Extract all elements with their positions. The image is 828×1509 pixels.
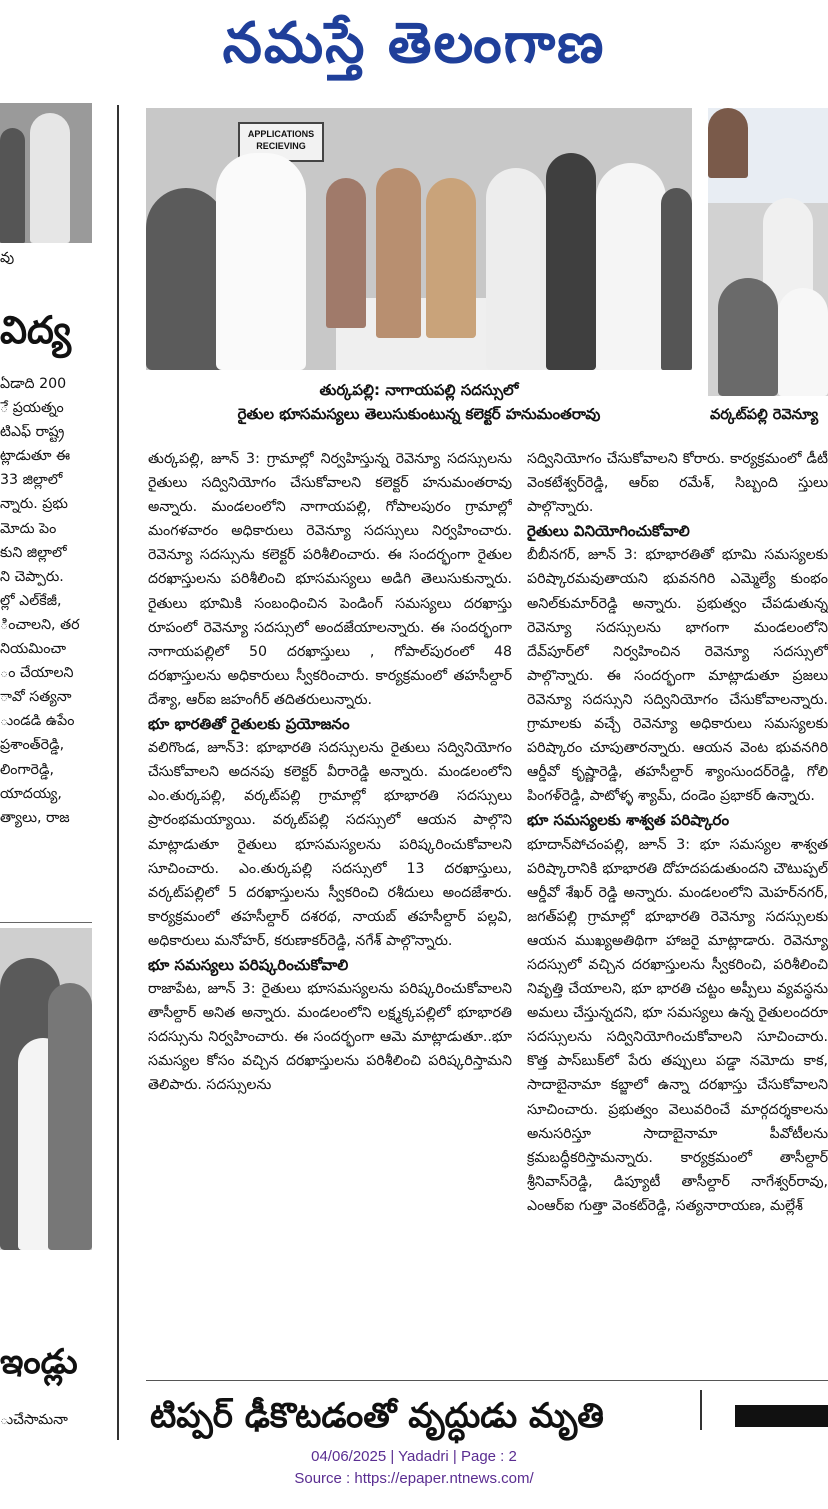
- article-bibinagar-headline: రైతులు వినియోగించుకోవాలి: [527, 522, 690, 541]
- footer-date-page: 04/06/2025 | Yadadri | Page : 2: [311, 1448, 517, 1465]
- article-pochampally-headline: భూ సమస్యలకు శాశ్వత పరిష్కారం: [527, 811, 730, 830]
- main-photo: [146, 108, 692, 370]
- left-line: ఏడాది 200: [0, 376, 67, 392]
- left-line: ే ప్రయత్నం: [0, 400, 64, 417]
- left-photo-top: [0, 103, 92, 243]
- left-line: ించాలని, తర: [0, 616, 80, 633]
- caption-line-2: రైతుల భూసమస్యలు తెలుసుకుంటున్న కలెక్టర్ హనుమంతరావు: [237, 405, 601, 423]
- photo-banner: APPLICATIONS RECIEVING: [238, 122, 324, 162]
- article-rajapet-headline: భూ సమస్యలు పరిష్కరించుకోవాలి: [148, 955, 349, 974]
- caption-line-1: తుర్కపల్లి: నాగాయపల్లి సదస్సులో: [319, 381, 519, 399]
- bottom-headline: టిప్పర్ ఢీకొటడంతో వృద్ధుడు మృతి: [150, 1396, 604, 1436]
- left-line: న్నారు. ప్రభు: [0, 496, 68, 513]
- main-photo-caption: [146, 378, 692, 426]
- left-line: కుని జిల్లాలో: [0, 544, 67, 561]
- article-column-1: [148, 447, 512, 1373]
- left-line: ని చెప్పారు.: [0, 568, 64, 585]
- article-rajapet-body: రాజాపేట, జూన్ 3: రైతులు భూసమస్యలను పరిష్కరించుకోవాలని తాసీల్దార్ అనిత అన్నారు. మండలంలోని లక్ష్మక్కపల్లిలో భూభారతి సదస్సును నిర్వహించారు. ఈ సందర్భంగా ఆమె మాట్లాడుతూ..భూ సమస్యల కోసం వచ్చిన దరఖాస్తులను పరిశీలించి పరిష్కరిస్తామని తెలిపారు. సదస్సులను: [148, 981, 512, 1094]
- article-continued-body: సద్వినియోగం చేసుకోవాలని కోరారు. కార్యక్రమంలో డీటీ వెంకటేశ్వర్‌రెడ్డి, ఆర్ఐ రమేశ్, సిబ్బంది స్తులు పాల్గొన్నారు.: [527, 451, 828, 516]
- left-line: ం చేయాలని: [0, 665, 74, 682]
- right-photo: [708, 108, 828, 396]
- left-line: యాదయ్య,: [0, 785, 62, 802]
- article-bibinagar-body: బీబీనగర్, జూన్ 3: భూభారతితో భూమి సమస్యలకు పరిష్కారమవుతాయని భువనగిరి ఎమ్మెల్యే కుంభం అనిల్‌కుమార్‌రెడ్డి అన్నారు. ప్రభుత్వం చేపడుతున్న రెవెన్యూ సదస్సులను భాగంగా మండలంలోని దేవ్‌పూర్‌లో నిర్వహించిన రెవెన్యూ సదస్సులో పాల్గొన్నారు. ఈ సందర్భంగా మాట్లాడుతూ ప్రజలు రెవెన్యూ సదస్సుని సద్వినియోగం చేసుకోవాలన్నారు. గ్రామాలకు వచ్చే రెవెన్యూ అధికారులు సమస్యలకు పరిష్కారం చూపుతారన్నారు. ఆయన వెంట భువనగిరి ఆర్డీవో కృష్ణారెడ్డి, తహసీల్దార్ శ్యాంసుందర్‌రెడ్డి, గోలి పింగళ్‌రెడ్డి, పాటోళ్ళ శ్యామ్, దండెం ప్రభాకర్ ఉన్నారు.: [527, 547, 828, 805]
- left-line: లింగారెడ్డి,: [0, 761, 54, 778]
- left-line: త్యాలు, రాజ: [0, 809, 70, 826]
- column-divider-left: [117, 105, 119, 1440]
- left-line: ావో సత్యనా: [0, 689, 72, 706]
- left-photo-bottom: [0, 928, 92, 1250]
- footer-source: Source : https://epaper.ntnews.com/: [294, 1470, 534, 1487]
- left-line: మోదు పెం: [0, 520, 57, 537]
- left-line: 33 జిల్లాలో: [0, 472, 63, 489]
- left-line: నియమించా: [0, 641, 67, 658]
- left-bottom-line: ుచేసామనా: [0, 1412, 68, 1428]
- masthead-title: నమస్తే తెలంగాణ: [222, 10, 606, 76]
- left-line: ుండడి ఉపేం: [0, 713, 75, 730]
- left-headline: విద్య: [0, 307, 71, 352]
- bottom-rule: [146, 1380, 828, 1381]
- left-line: ప్రశాంత్‌రెడ్డి,: [0, 737, 65, 754]
- article-pochampally-body: భూదాన్‌పోచంపల్లి, జూన్ 3: భూ సమస్యల శాశ్వత పరిష్కారానికి భూభారతి దోహదపడుతుందని చౌటుప్పల్ ఆర్డీవో శేఖర్ రెడ్డి అన్నారు. మండలంలోని మెహర్‌నగర్, జగత్‌పల్లి గ్రామాల్లో భూభారతి రెవెన్యూ సదస్సులకు ఆయన ముఖ్యఅతిథిగా హాజరై మాట్లాడారు. రెవెన్యూ సదస్సులో వచ్చిన దరఖాస్తులను స్వీకరించి, పరిశీలించి నివృత్తి చేయాలని, భూ భారతి చట్టం అప్పీలు వ్యవస్థను అమలు చేస్తున్నదని, భూ సమస్యలు ఉన్న రైతులందరూ సదస్సులను సద్వినియోగించుకోవాలని సూచించారు. కొత్త పాస్‌బుక్‌లో పేరు తప్పులు పడ్డా నమోదు కాక, సాదాబైనామా కబ్జాలో ఉన్నా దరఖాస్తు చేసుకోవాలని సూచించారు. ప్రభుత్వం వెలువరించే మార్గదర్శకాలను అనుసరిస్తూ సాదాబైనామా పీవోటీలను క్రమబద్ధీకరిస్తామన్నారు. కార్యక్రమంలో తాసీల్దార్ శ్రీనివాస్‌రెడ్డి, డిప్యూటీ తాసీల్దార్ నాగేశ్వర్‌రావు, ఎంఆర్ఐ గుత్తా వెంకట్‌రెడ్డి, సత్యనారాయణ, మల్లేశ్: [527, 836, 828, 1214]
- left-top-label: వు: [0, 250, 15, 266]
- left-column-rule: [0, 922, 92, 923]
- left-line: ట్లాడుతూ ఈ: [0, 448, 71, 465]
- left-bottom-headline: ఇండ్లు: [0, 1342, 78, 1382]
- article-valigonda-headline: భూ భారతితో రైతులకు ప్రయోజనం: [148, 715, 350, 734]
- right-photo-caption: వర్కట్‌పల్లి రెవెన్యూ: [710, 407, 819, 423]
- article-column-2: [527, 447, 828, 1373]
- article-turkapally-body: తుర్కపల్లి, జూన్ 3: గ్రామాల్లో నిర్వహిస్తున్న రెవెన్యూ సదస్సులను రైతులు సద్వినియోగం చేసుకోవాలని కలెక్టర్ హనుమంతరావు అన్నారు. మండలంలోని నాగాయపల్లి, గోపాలపురం గ్రామాల్లో మంగళవారం అధికారులు రెవెన్యూ సదస్సులు నిర్వహించారు. రెవెన్యూ సదస్సును కలెక్టర్ పరిశీలించారు. ఈ సందర్భంగా రైతుల దరఖాస్తులను పరిశీలించి భూసమస్యలు అడిగి తెలుసుకున్నారు. రైతులు భూమికి సంబంధించిన పెండింగ్ సమస్యలు దరఖాస్తు రూపంలో రెవెన్యూ సదస్సులో అందజేయాలన్నారు. ఈ సందర్భంగా నాగాయపల్లిలో 50 దరఖాస్తులు , గోపాల్‌పురంలో 48 దరఖాస్తులను అధికారులు స్వీకరించారు. కార్యక్రమంలో తహసీల్దార్ దేశ్యా, ఆర్ఐ జహంగీర్ తదితరులున్నారు.: [148, 451, 512, 708]
- left-line: టిఎఫ్ రాష్ట్ర: [0, 424, 65, 441]
- article-valigonda-body: వలిగొండ, జూన్3: భూభారతి సదస్సులను రైతులు సద్వినియోగం చేసుకోవాలని అదనపు కలెక్టర్ వీరారెడ్డి అన్నారు. మండలంలోని ఎం.తుర్కపల్లి, వర్కట్‌పల్లి గ్రామాల్లో భూభారతి సదస్సులు ప్రారంభమయ్యాయి. వర్కట్‌పల్లి సదస్సులో ఆయన పాల్గొని మాట్లాడుతూ రైతులు భూసమస్యలను పరిష్కరించుకోవాలని సూచించారు. ఎం.తుర్కపల్లి సదస్సులో 13 దరఖాస్తులు, వర్కట్‌పల్లిలో 5 దరఖాస్తులను స్వీకరించి రశీదులు అందజేశారు. కార్యక్రమంలో తహసీల్దార్ దశరథ, నాయబ్ తహసీల్దార్ పల్లవి, అధికారులు మనోహర్, కరుణాకర్‌రెడ్డి, నగేశ్ పాల్గొన్నారు.: [148, 740, 512, 949]
- left-line: ల్లో ఎల్‌కేజీ,: [0, 592, 62, 609]
- column-divider-bottom: [700, 1390, 702, 1430]
- left-text-fragments: [0, 372, 92, 830]
- bottom-right-headline-fragment: [735, 1405, 828, 1427]
